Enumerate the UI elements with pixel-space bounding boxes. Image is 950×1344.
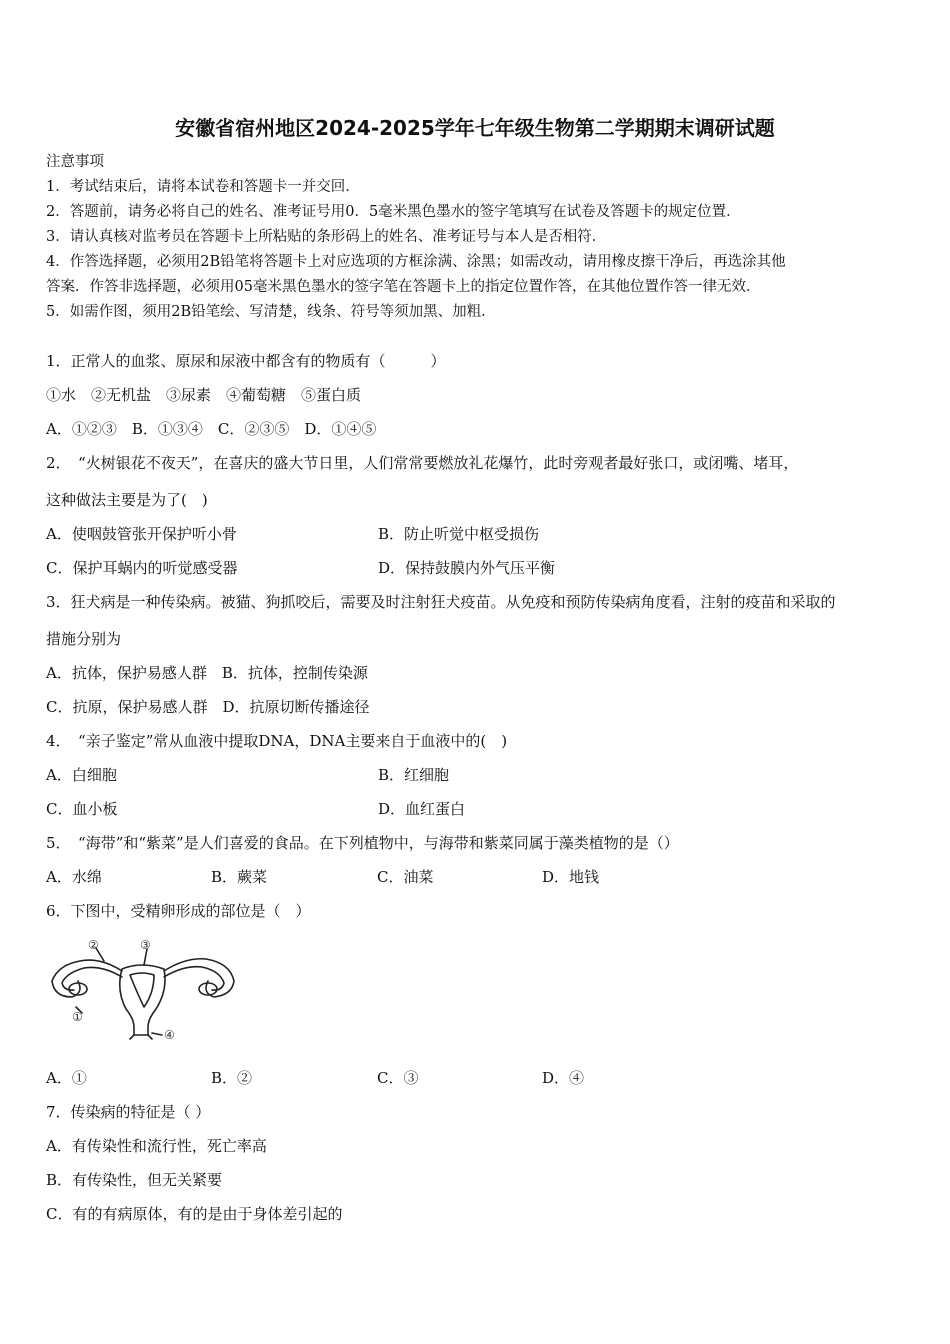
figure-label: ④ xyxy=(164,1028,175,1042)
q7-stem: 7．传染病的特征是（ ） xyxy=(46,1103,211,1121)
notice-heading: 注意事项 xyxy=(46,154,104,170)
q7-option-a: A．有传染性和流行性，死亡率高 xyxy=(46,1137,267,1155)
notice-item: 答案．作答非选择题，必须用05毫米黑色墨水的签字笔在答题卡上的指定位置作答，在其他位置作答一律无效． xyxy=(46,279,761,295)
notice-item: 4．作答选择题，必须用2B铅笔将答题卡上对应选项的方框涂满、涂黑；如需改动，请用橡皮擦干净后，再选涂其他 xyxy=(46,254,786,270)
q3-options-ab: A．抗体，保护易感人群 B．抗体，控制传染源 xyxy=(46,664,368,682)
q7-option-c: C．有的有病原体，有的是由于身体差引起的 xyxy=(46,1205,343,1223)
q4-option-d: D．血红蛋白 xyxy=(378,800,466,818)
q6-option-b: B．② xyxy=(211,1069,253,1087)
notice-item: 5．如需作图，须用2B铅笔绘、写清楚，线条、符号等须加黑、加粗． xyxy=(46,304,496,320)
q2-option-a: A．使咽鼓管张开保护听小骨 xyxy=(46,525,237,543)
page-title: 安徽省宿州地区2024-2025学年七年级生物第二学期期末调研试题 xyxy=(175,116,775,140)
figure-label: ③ xyxy=(140,938,151,952)
q6-option-c: C．③ xyxy=(377,1069,419,1087)
q6-option-d: D．④ xyxy=(542,1069,585,1087)
q1-options: A．①②③ B．①③④ C．②③⑤ D．①④⑤ xyxy=(46,420,377,438)
q2-option-c: C．保护耳蜗内的听觉感受器 xyxy=(46,559,238,577)
q2-option-d: D．保持鼓膜内外气压平衡 xyxy=(378,559,556,577)
q2-stem-cont: 这种做法主要是为了( ) xyxy=(46,491,208,509)
q5-option-b: B．蕨菜 xyxy=(211,868,268,886)
q5-option-c: C．油菜 xyxy=(377,868,434,886)
q6-option-a: A．① xyxy=(46,1069,87,1087)
reproductive-system-diagram xyxy=(44,935,240,1047)
q7-option-b: B．有传染性，但无关紧要 xyxy=(46,1171,223,1189)
figure-label: ① xyxy=(72,1010,83,1024)
notice-item: 1．考试结束后，请将本试卷和答题卡一并交回． xyxy=(46,179,360,195)
q3-options-cd: C．抗原，保护易感人群 D．抗原切断传播途径 xyxy=(46,698,370,716)
q1-items: ①水 ②无机盐 ③尿素 ④葡萄糖 ⑤蛋白质 xyxy=(46,386,362,404)
notice-item: 2．答题前，请务必将自己的姓名、准考证号用0．5毫米黑色墨水的签字笔填写在试卷及答题卡的规定位置． xyxy=(46,204,741,220)
figure-label: ② xyxy=(88,938,99,952)
notice-item: 3．请认真核对监考员在答题卡上所粘贴的条形码上的姓名、准考证号与本人是否相符． xyxy=(46,229,607,245)
q2-option-b: B．防止听觉中枢受损伤 xyxy=(378,525,540,543)
q2-stem: 2． “火树银花不夜天”，在喜庆的盛大节日里，人们常常要燃放礼花爆竹，此时旁观者最好张口，或闭嘴、堵耳， xyxy=(46,454,799,472)
q4-stem: 4． “亲子鉴定”常从血液中提取DNA，DNA主要来自于血液中的( ) xyxy=(46,732,508,750)
q5-stem: 5． “海带”和“紫菜”是人们喜爱的食品。在下列植物中，与海带和紫菜同属于藻类植物的是（） xyxy=(46,834,679,852)
q4-option-a: A．白细胞 xyxy=(46,766,117,784)
q3-stem: 3．狂犬病是一种传染病。被猫、狗抓咬后，需要及时注射狂犬疫苗。从免疫和预防传染病角度看，注射的疫苗和采取的 xyxy=(46,593,836,611)
q1-stem: 1．正常人的血浆、原尿和尿液中都含有的物质有（ ） xyxy=(46,352,446,370)
q5-option-d: D．地钱 xyxy=(542,868,600,886)
q4-option-b: B．红细胞 xyxy=(378,766,450,784)
q3-stem-cont: 措施分别为 xyxy=(46,630,122,648)
q5-option-a: A．水绵 xyxy=(46,868,102,886)
q4-option-c: C．血小板 xyxy=(46,800,118,818)
q6-stem: 6．下图中，受精卵形成的部位是（ ） xyxy=(46,902,311,920)
